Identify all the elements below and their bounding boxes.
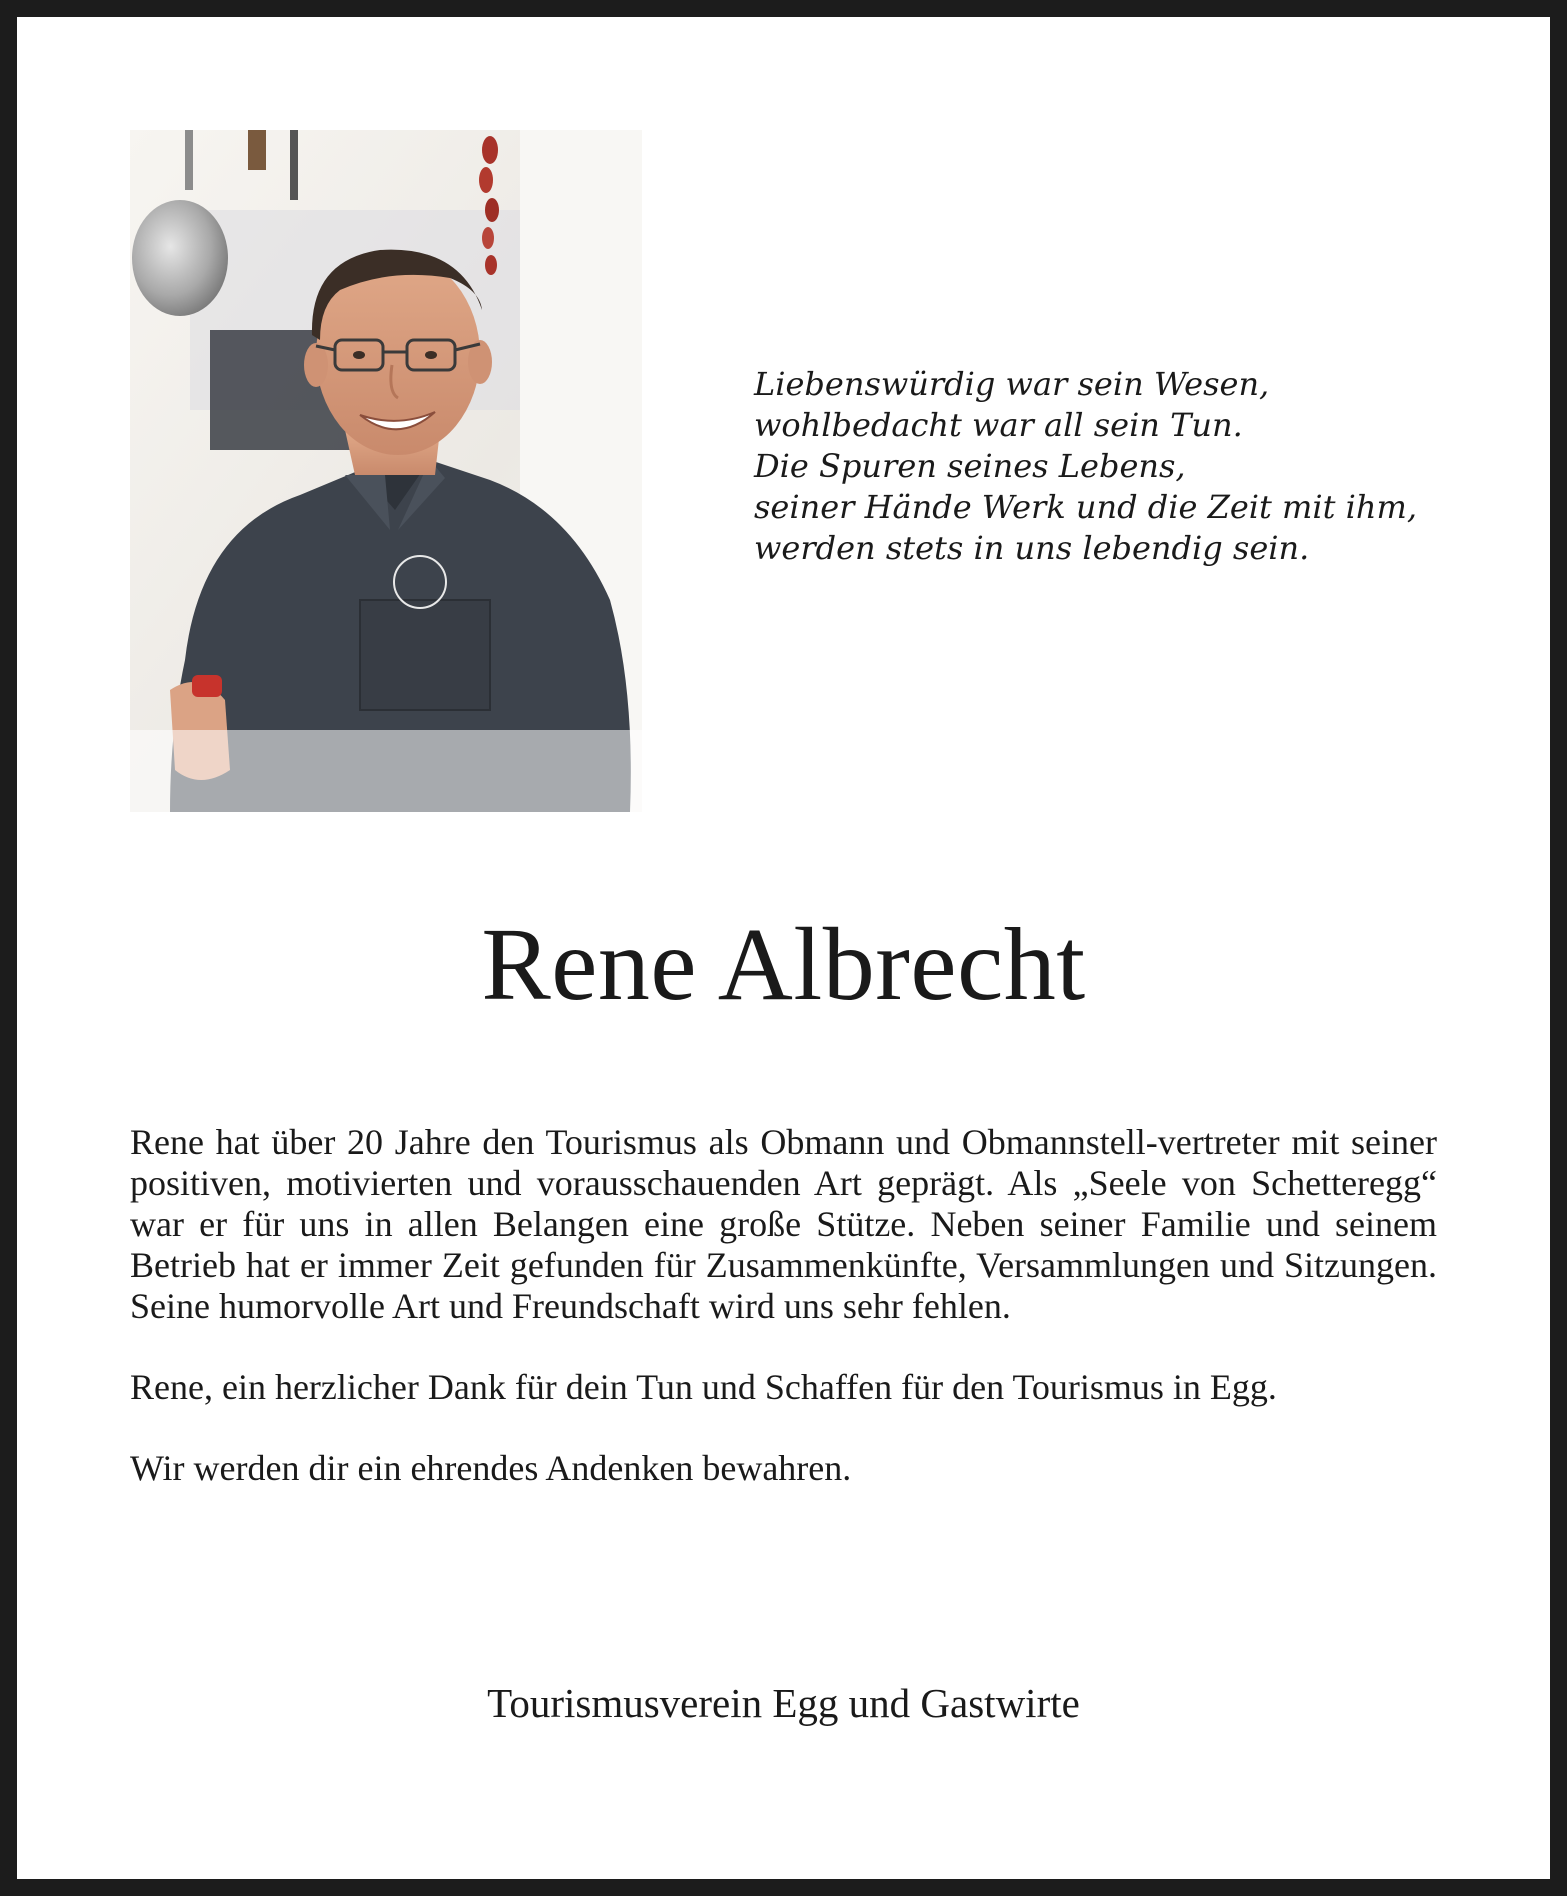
tribute-text bbox=[130, 1122, 1437, 1489]
poem-line: werden stets in uns lebendig sein. bbox=[754, 529, 1310, 567]
tribute-paragraph: Rene hat über 20 Jahre den Tourismus als Obmann und Obmannstell-vertreter mit seiner positiven, motivierten und vorausschauenden Art geprägt. Als „Seele von Schetteregg“ war er für uns in allen Belangen eine große Stütze. Neben seiner Familie und seinem Betrieb hat er immer Zeit gefunden für Zusammenkünfte, Versammlungen und Sitzungen. Seine humorvolle Art und Freundschaft wird uns sehr fehlen. bbox=[130, 1122, 1437, 1326]
poem-line: wohlbedacht war all sein Tun. bbox=[754, 406, 1243, 444]
poem-line: Liebenswürdig war sein Wesen, bbox=[754, 365, 1270, 403]
poem-line: seiner Hände Werk und die Zeit mit ihm, bbox=[754, 488, 1417, 526]
tribute-paragraph: Rene, ein herzlicher Dank für dein Tun und Schaffen für den Tourismus in Egg. bbox=[130, 1367, 1277, 1407]
deceased-name: Rene Albrecht bbox=[481, 907, 1086, 1022]
portrait-illustration bbox=[130, 130, 642, 812]
signature: Tourismusverein Egg und Gastwirte bbox=[487, 1680, 1080, 1726]
portrait-photo bbox=[130, 130, 642, 812]
tribute-paragraph: Wir werden dir ein ehrendes Andenken bewahren. bbox=[130, 1448, 852, 1488]
poem-line: Die Spuren seines Lebens, bbox=[754, 447, 1186, 485]
memorial-poem bbox=[754, 364, 1474, 569]
